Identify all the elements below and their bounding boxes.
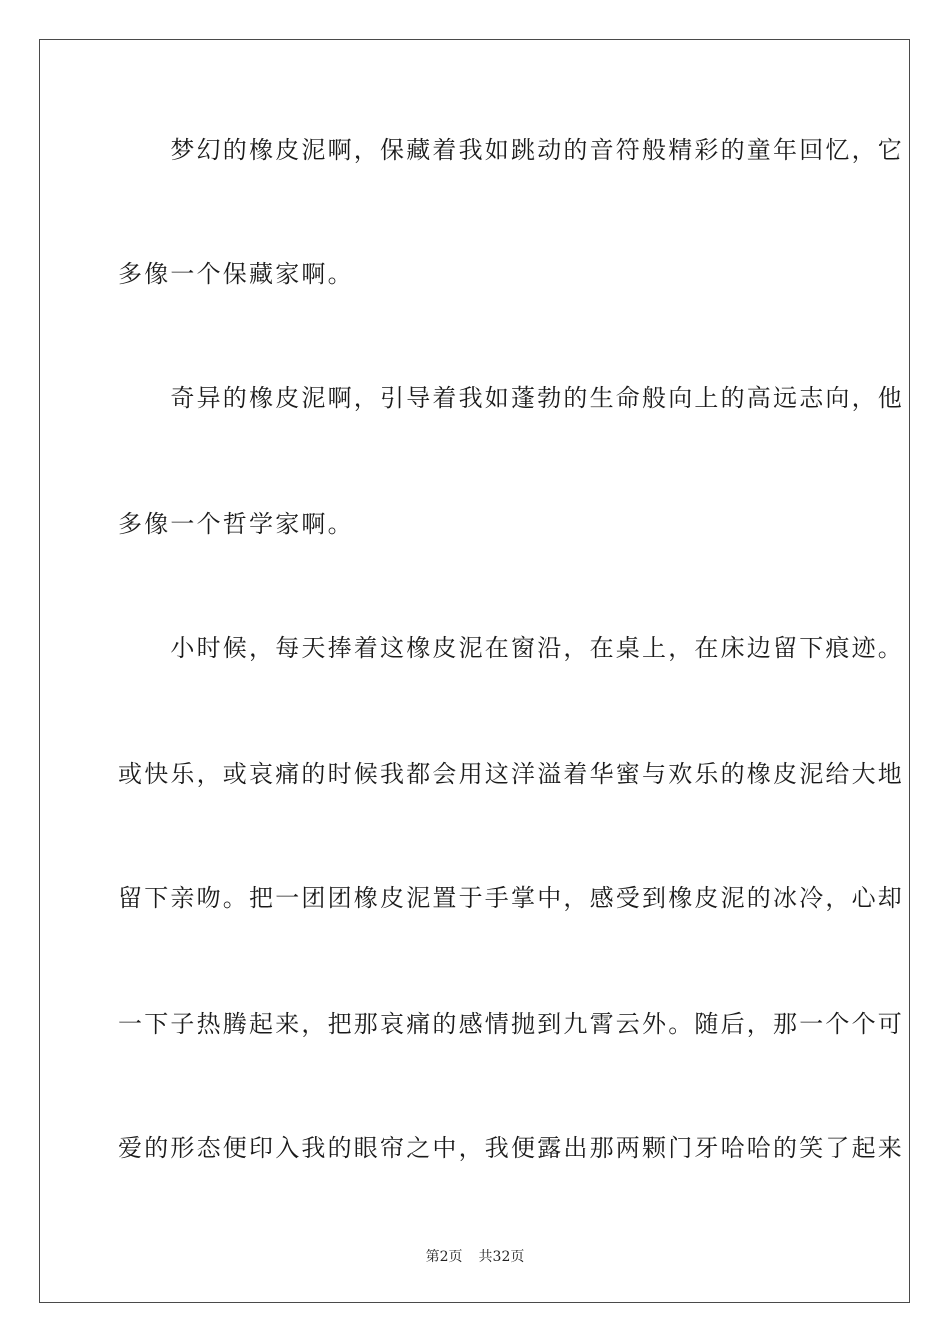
text-line-3: 奇异的橡皮泥啊，引导着我如蓬勃的生命般向上的高远志向，他 [118, 384, 904, 412]
text-line-9: 爱的形态便印入我的眼帘之中，我便露出那两颗门牙哈哈的笑了起来 [118, 1134, 904, 1162]
page-footer [0, 1248, 950, 1266]
text-line-2: 多像一个保藏家啊。 [118, 260, 354, 288]
text-line-7: 留下亲吻。把一团团橡皮泥置于手掌中，感受到橡皮泥的冰冷，心却 [118, 884, 904, 912]
text-line-5: 小时候，每天捧着这橡皮泥在窗沿，在桌上，在床边留下痕迹。 [118, 634, 904, 662]
page-number: 第2页 [425, 1249, 463, 1265]
text-line-1: 梦幻的橡皮泥啊，保藏着我如跳动的音符般精彩的童年回忆，它 [118, 136, 904, 164]
text-line-6: 或快乐，或哀痛的时候我都会用这洋溢着华蜜与欢乐的橡皮泥给大地 [118, 760, 904, 788]
text-line-8: 一下子热腾起来，把那哀痛的感情抛到九霄云外。随后，那一个个可 [118, 1010, 904, 1038]
page-border [39, 39, 910, 1303]
text-line-4: 多像一个哲学家啊。 [118, 510, 354, 538]
total-pages: 共32页 [478, 1249, 525, 1265]
